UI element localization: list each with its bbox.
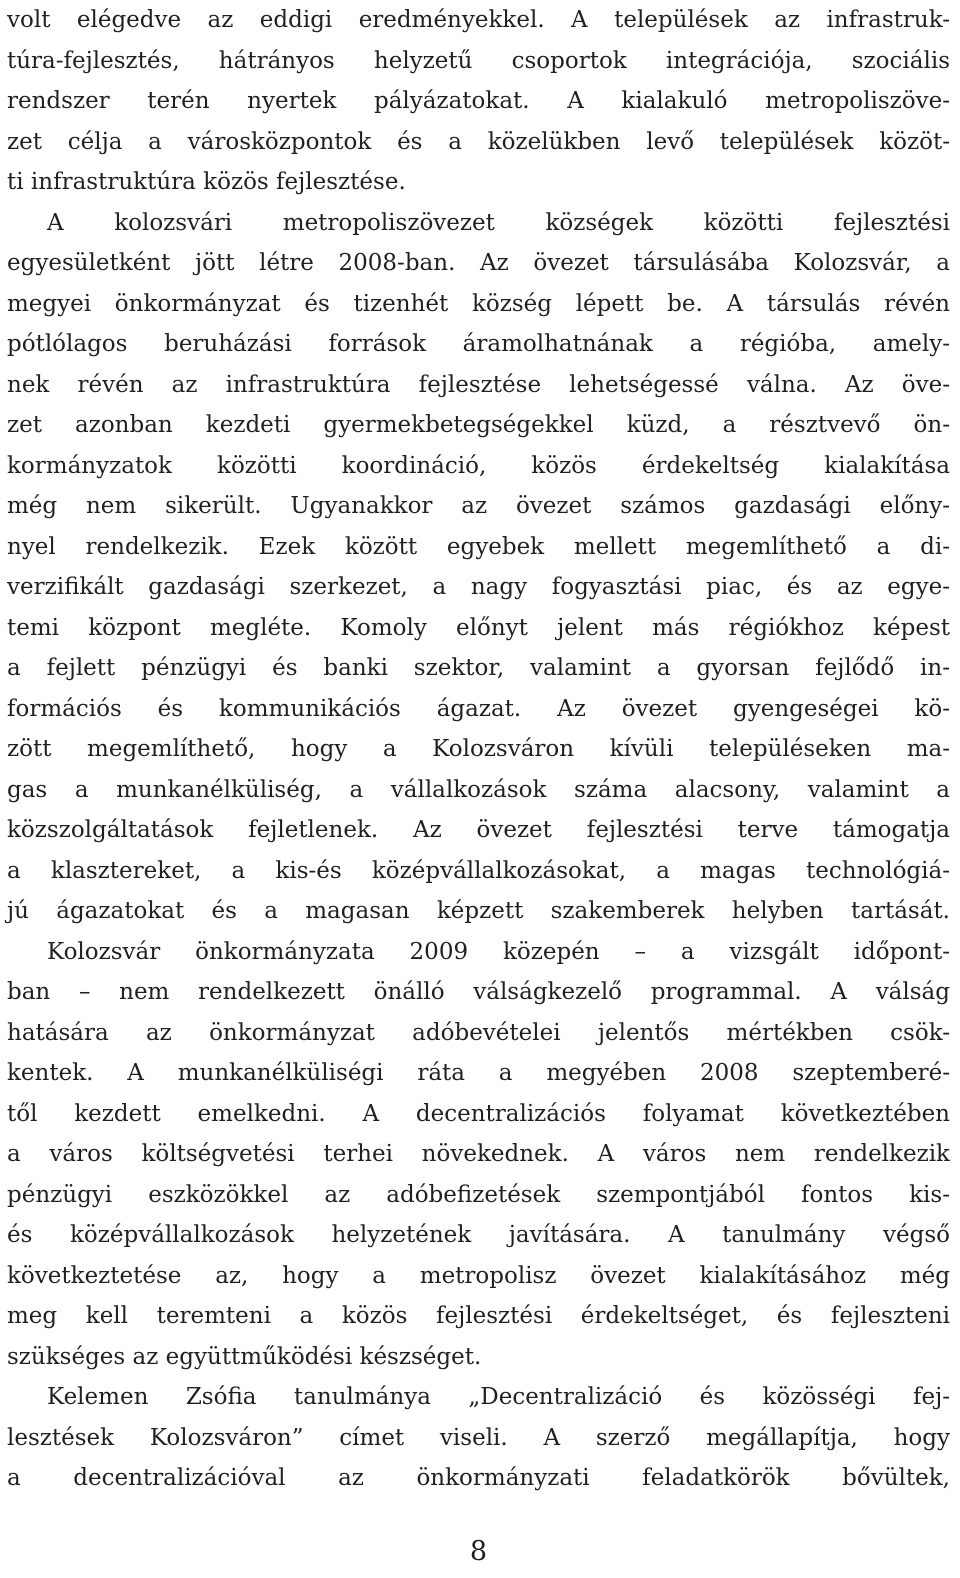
text-line: Kolozsvár önkormányzata 2009 közepén – a vizsgált időpont- (47, 938, 950, 965)
text-line: nek révén az infrastruktúra fejlesztése lehetségessé válna. Az öve- (7, 371, 950, 398)
text-line: től kezdett emelkedni. A decentralizációs folyamat következtében (7, 1100, 950, 1127)
document-page (7, 0, 950, 1578)
text-line: kentek. A munkanélküliségi ráta a megyében 2008 szeptemberé- (7, 1060, 950, 1086)
text-line: ti infrastruktúra közös fejlesztése. (7, 169, 406, 195)
text-line: pénzügyi eszközökkel az adóbefizetések szempontjából fontos kis- (7, 1181, 950, 1208)
text-line: megyei önkormányzat és tizenhét község lépett be. A társulás révén (7, 290, 950, 317)
text-line: verzifikált gazdasági szerkezet, a nagy fogyasztási piac, és az egye- (7, 574, 950, 600)
text-line: temi központ megléte. Komoly előnyt jelent más régiókhoz képest (7, 614, 950, 641)
body-text (7, 0, 950, 1499)
text-line: és középvállalkozások helyzetének javítására. A tanulmány végső (7, 1222, 950, 1248)
text-line: nyel rendelkezik. Ezek között egyebek mellett megemlíthető a di- (7, 533, 950, 560)
text-line: pótlólagos beruházási források áramolhatnának a régióba, amely- (7, 331, 950, 357)
text-line: zött megemlíthető, hogy a Kolozsváron kívüli településeken ma- (7, 736, 950, 762)
text-line: ban – nem rendelkezett önálló válságkezelő programmal. A válság (7, 979, 950, 1005)
text-line: még nem sikerült. Ugyanakkor az övezet számos gazdasági előny- (7, 493, 950, 519)
text-line: volt elégedve az eddigi eredményekkel. A települések az infrastruk- (7, 7, 950, 33)
text-line: a fejlett pénzügyi és banki szektor, valamint a gyorsan fejlődő in- (7, 655, 950, 681)
text-line: szükséges az együttműködési készséget. (7, 1343, 482, 1370)
text-line: a város költségvetési terhei növekednek. A város nem rendelkezik (7, 1141, 950, 1167)
text-line: rendszer terén nyertek pályázatokat. A kialakuló metropoliszöve- (7, 88, 950, 114)
page-number: 8 (469, 1536, 488, 1567)
text-line: közszolgáltatások fejletlenek. Az övezet fejlesztési terve támogatja (7, 817, 950, 843)
text-line: kormányzatok közötti koordináció, közös érdekeltség kialakítása (7, 452, 950, 479)
text-line: a klasztereket, a kis-és középvállalkozásokat, a magas technológiá- (7, 857, 950, 884)
text-line: hatására az önkormányzat adóbevételei jelentős mértékben csök- (7, 1019, 950, 1046)
text-line: zet azonban kezdeti gyermekbetegségekkel küzd, a résztvevő ön- (7, 412, 950, 438)
text-line: a decentralizációval az önkormányzati feladatkörök bővültek, (7, 1465, 950, 1491)
text-line: túra-fejlesztés, hátrányos helyzetű csoportok integrációja, szociális (7, 47, 950, 74)
text-line: következtetése az, hogy a metropolisz övezet kialakításához még (7, 1262, 950, 1289)
text-line: formációs és kommunikációs ágazat. Az övezet gyengeségei kö- (7, 695, 950, 722)
text-line: Kelemen Zsófia tanulmánya „Decentralizáció és közösségi fej- (47, 1384, 950, 1410)
text-line: gas a munkanélküliség, a vállalkozások száma alacsony, valamint a (7, 776, 950, 803)
text-line: egyesületként jött létre 2008-ban. Az övezet társulásába Kolozsvár, a (7, 250, 950, 276)
text-line: meg kell teremteni a közös fejlesztési érdekeltséget, és fejleszteni (7, 1303, 950, 1329)
text-line: lesztések Kolozsváron” címet viseli. A szerző megállapítja, hogy (7, 1424, 950, 1451)
text-line: zet célja a városközpontok és a közelükben levő települések közöt- (7, 128, 950, 155)
text-line: A kolozsvári metropoliszövezet községek közötti fejlesztési (47, 209, 950, 236)
text-line: jú ágazatokat és a magasan képzett szakemberek helyben tartását. (7, 898, 950, 924)
